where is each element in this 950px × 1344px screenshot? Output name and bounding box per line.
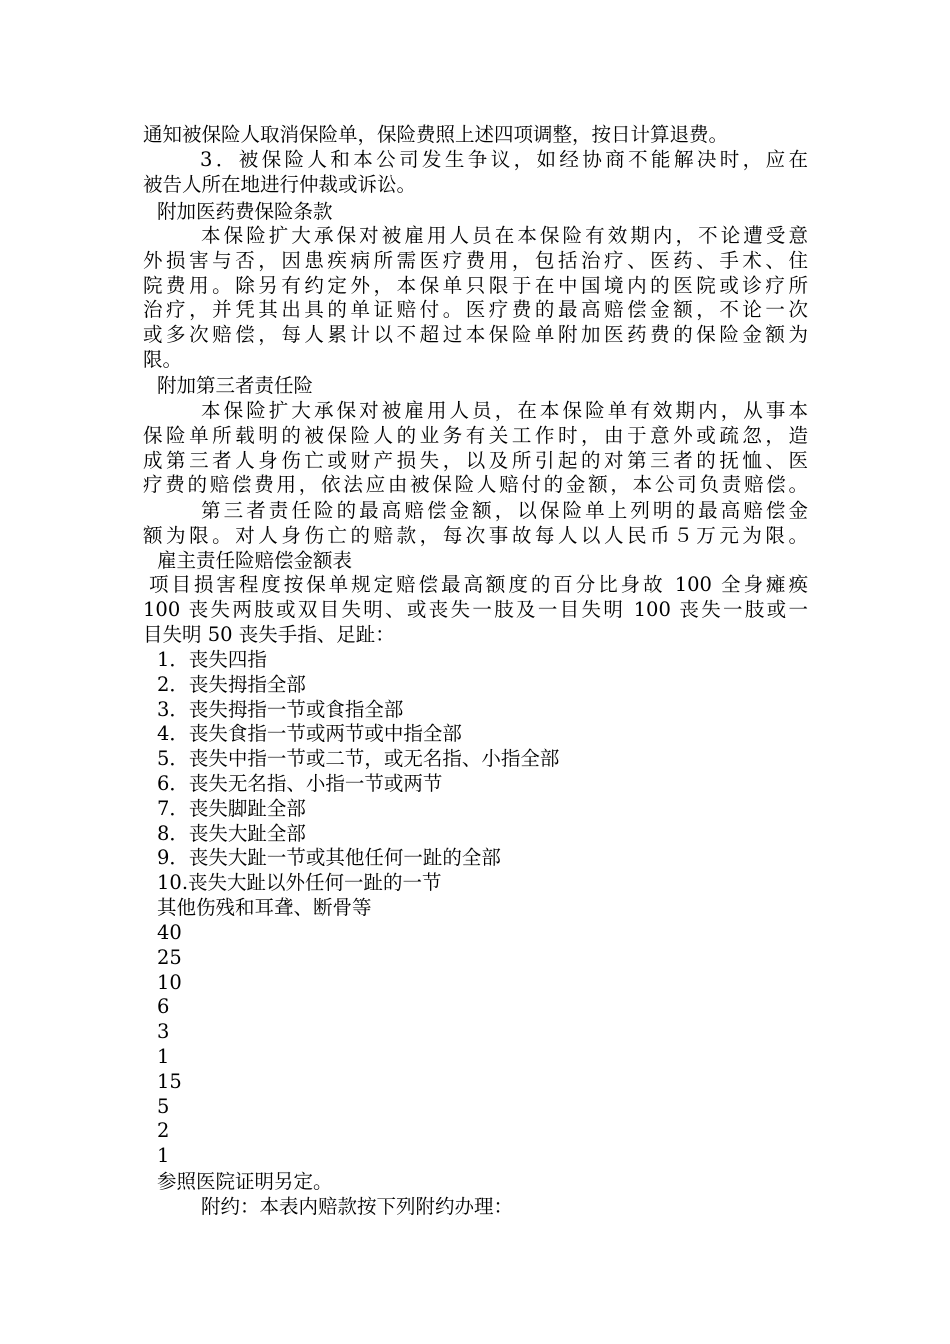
paragraph-third-party bbox=[143, 399, 808, 498]
text-line: 本保险扩大承保对被雇用人员在本保险有效期内，不论遭受意 bbox=[201, 224, 808, 247]
list-item: 2．丧失拇指全部 bbox=[157, 672, 306, 696]
text-line: 额为限。对人身伤亡的赔款，每次事故每人以人民币５万元为限。 bbox=[143, 523, 808, 547]
value-item: 1 bbox=[157, 1044, 170, 1068]
paragraph-third-party-limit bbox=[143, 499, 808, 549]
value-item: 3 bbox=[157, 1020, 170, 1044]
value-item: 10 bbox=[157, 970, 182, 994]
text-line: 院费用。除另有约定外，本保单只限于在中国境内的医院或诊疗所 bbox=[143, 273, 808, 297]
text-line: 被告人所在地进行仲裁或诉讼。 bbox=[143, 172, 417, 196]
list-item: 7．丧失脚趾全部 bbox=[157, 796, 306, 820]
text-line: 100 丧失两肢或双目失明、或丧失一肢及一目失明 100 丧失一肢或一 bbox=[143, 597, 808, 621]
value-item: 6 bbox=[157, 995, 170, 1019]
paragraph-cancellation bbox=[143, 123, 808, 148]
list-item: 4．丧失食指一节或两节或中指全部 bbox=[157, 722, 462, 746]
value-item: 40 bbox=[157, 921, 182, 944]
value-item: 5 bbox=[157, 1094, 170, 1118]
text-line: 通知被保险人取消保险单，保险费照上述四项调整，按日计算退费。 bbox=[143, 123, 729, 146]
value-item: 1 bbox=[157, 1144, 170, 1168]
text-line: 3．被保险人和本公司发生争议，如经协商不能解决时，应在 bbox=[200, 148, 808, 171]
list-item: 3．丧失拇指一节或食指全部 bbox=[157, 697, 404, 721]
note-hospital-certificate: 参照医院证明另定。 bbox=[157, 1170, 333, 1193]
list-item: 6．丧失无名指、小指一节或两节 bbox=[157, 771, 443, 795]
text-line: 外损害与否，因患疾病所需医疗费用，包括治疗、医药、手术、住 bbox=[143, 248, 808, 272]
text-line: 第三者责任险的最高赔偿金额，以保险单上列明的最高赔偿金 bbox=[201, 499, 808, 522]
list-item: 9．丧失大趾一节或其他任何一趾的全部 bbox=[157, 846, 501, 870]
text-line: 疗费的赔偿费用，依法应由被保险人赔付的金额，本公司负责赔偿。 bbox=[143, 473, 808, 497]
text-line: 保险单所载明的被保险人的业务有关工作时，由于意外或疏忽，造 bbox=[143, 423, 808, 447]
heading-third-party: 附加第三者责任险 bbox=[157, 374, 314, 397]
text-line: 本保险扩大承保对被雇用人员，在本保险单有效期内，从事本 bbox=[201, 399, 808, 422]
text-line: 目失明 50 丧失手指、足趾： bbox=[143, 622, 395, 646]
heading-compensation-table: 雇主责任险赔偿金额表 bbox=[157, 549, 353, 572]
paragraph-dispute bbox=[143, 148, 808, 198]
list-item: 1．丧失四指 bbox=[157, 648, 267, 671]
list-item: 10.丧失大趾以外任何一趾的一节 bbox=[157, 871, 442, 895]
list-item: 其他伤残和耳聋、断骨等 bbox=[157, 895, 372, 919]
percentage-values bbox=[157, 921, 357, 1169]
text-line: 成第三者人身伤亡或财产损失，以及所引起的对第三者的抚恤、医 bbox=[143, 448, 808, 472]
text-line: 限。 bbox=[143, 347, 183, 371]
appendix-note: 附约：本表内赔款按下列附约办理： bbox=[201, 1195, 514, 1218]
value-item: 25 bbox=[157, 945, 182, 969]
list-item: 5．丧失中指一节或二节，或无名指、小指全部 bbox=[157, 747, 560, 771]
text-line: 治疗，并凭其出具的单证赔付。医疗费的最高赔偿金额，不论一次 bbox=[143, 298, 808, 322]
paragraph-compensation-items bbox=[143, 573, 808, 647]
list-item: 8．丧失大趾全部 bbox=[157, 821, 306, 845]
value-item: 15 bbox=[157, 1069, 182, 1093]
text-line: 或多次赔偿，每人累计以不超过本保险单附加医药费的保险金额为 bbox=[143, 323, 808, 347]
text-line: 项目损害程度按保单规定赔偿最高额度的百分比身故 100 全身瘫痪 bbox=[149, 573, 808, 596]
value-item: 2 bbox=[157, 1119, 170, 1143]
injury-list bbox=[157, 648, 757, 921]
paragraph-medical bbox=[143, 224, 808, 373]
heading-medical-clause: 附加医药费保险条款 bbox=[157, 200, 333, 223]
